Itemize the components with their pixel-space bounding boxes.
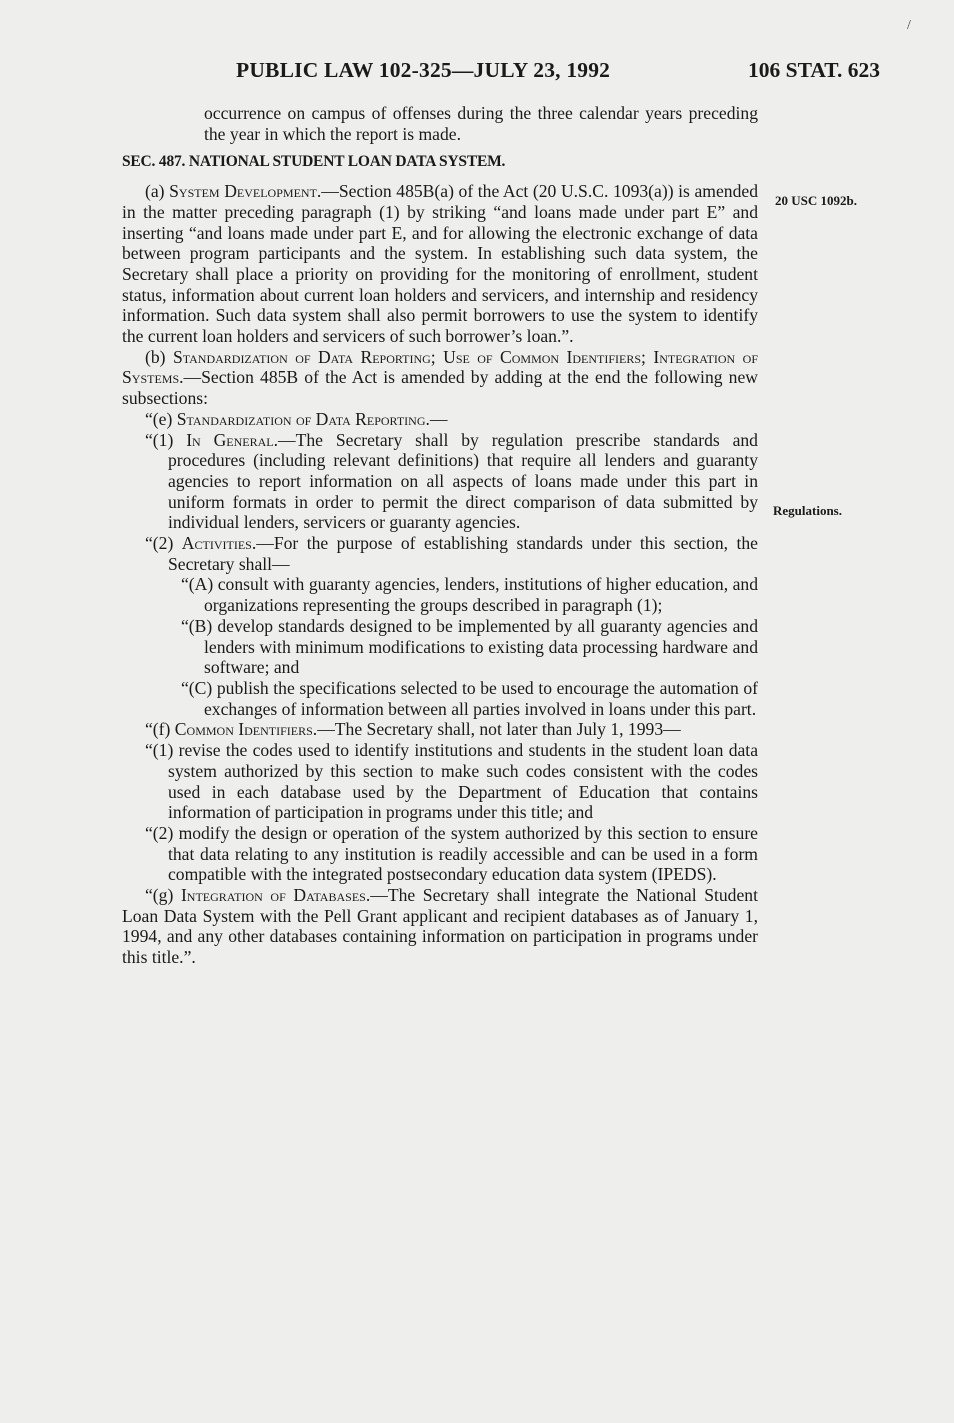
subsection-e-label: “(e) <box>145 408 177 429</box>
margin-note-usc: 20 USC 1092b. <box>775 193 857 208</box>
margin-note-regulations: Regulations. <box>773 503 842 518</box>
subsection-b-text: .—Section 485B of the Act is amended by adding at the end the following new subsections: <box>122 367 758 409</box>
paragraph-e1-heading: In General <box>186 429 274 450</box>
clause-e2-a: “(A) consult with guaranty agencies, lenders, institutions of higher education, and organizations representing the groups described in paragraph (1); <box>181 574 758 616</box>
paragraph-f2: “(2) modify the design or operation of the system authorized by this section to ensure that data relating to any institution is readily accessible and can be used in a form compatible with the integrated postsecondary education data system (IPEDS). <box>145 822 758 885</box>
running-header: PUBLIC LAW 102-325—JULY 23, 1992 <box>236 58 611 82</box>
paragraph-e1-label: “(1) <box>145 429 187 450</box>
subsection-f <box>122 719 758 740</box>
subsection-e-text: .— <box>425 408 448 429</box>
paragraph-e1 <box>122 430 758 534</box>
paragraph-e2-text: .—For the purpose of establishing standards under this section, the Secretary shall— <box>168 533 758 574</box>
section-heading: SEC. 487. NATIONAL STUDENT LOAN DATA SYSTEM. <box>122 153 506 171</box>
subsection-g-label: “(g) <box>145 885 181 906</box>
subsection-e <box>122 409 758 430</box>
clause-e2-b: “(B) develop standards designed to be implemented by all guaranty agencies and lenders with minimum modifications to existing data processing hardware and software; and <box>181 615 758 678</box>
subsection-f-heading: Common Identifiers <box>174 719 313 740</box>
subsection-a-label: (a) <box>145 181 170 202</box>
subsection-f-text: .—The Secretary shall, not later than July 1, 1993— <box>312 719 681 740</box>
subsection-g <box>122 885 758 968</box>
subsection-a-heading: System Development <box>169 181 317 202</box>
paragraph-e2-heading: Activities <box>181 533 252 554</box>
subsection-b <box>122 347 758 409</box>
paragraph-e2 <box>122 533 758 574</box>
page-mark: / <box>907 18 911 33</box>
subsection-g-heading: Integration of Databases <box>180 885 366 906</box>
paragraph-e2-label: “(2) <box>145 533 182 554</box>
body-text <box>122 103 758 968</box>
subsection-b-heading: Standardization of Data Reporting; Use of Common Identifiers; Integration of Systems <box>122 346 758 388</box>
paragraph-e1-text: .—The Secretary shall by regulation prescribe standards and procedures (including relevant definitions) that require all lenders and guaranty agencies to report information on all aspects of loans made under this part in uniform formats in order to permit the direct comparison of data submitted by individual lenders, servicers or guaranty agencies. <box>168 429 758 533</box>
paragraph-f1: “(1) revise the codes used to identify institutions and students in the student loan data system authorized by this section to make such codes consistent with the codes used in each database used by the Department of Education that contains information of participation in programs under this title; and <box>145 740 758 823</box>
subsection-a <box>122 181 758 347</box>
page-number: 106 STAT. 623 <box>748 58 881 82</box>
subsection-e-heading: Standardization of Data Reporting <box>176 408 426 429</box>
subsection-b-label: (b) <box>145 346 173 367</box>
paragraph-continuation: occurrence on campus of offenses during the three calendar years preceding the year in which the report is made. <box>204 103 758 144</box>
subsection-f-label: “(f) <box>145 719 175 740</box>
subsection-a-text: .—Section 485B(a) of the Act (20 U.S.C. 1093(a)) is amended in the matter preceding paragraph (1) by striking “and loans made under part E” and inserting “and loans made under part E, and for allowing the electronic exchange of data between program participants and the system. In establishing such data system, the Secretary shall place a priority on providing for the monitoring of enrollment, student status, information about current loan holders and servicers, and internship and residency information. Such data system shall also permit borrowers to use the system to identify the current loan holders and servicers of such borrower’s loan.”. <box>122 181 758 347</box>
clause-e2-c: “(C) publish the specifications selected to be used to encourage the automation of exchanges of information between all parties involved in loans under this part. <box>181 677 758 719</box>
subsection-g-text: .—The Secretary shall integrate the National Student Loan Data System with the Pell Grant applicant and recipient databases as of January 1, 1994, and any other databases containing information on participation in programs under this title.”. <box>122 885 758 968</box>
